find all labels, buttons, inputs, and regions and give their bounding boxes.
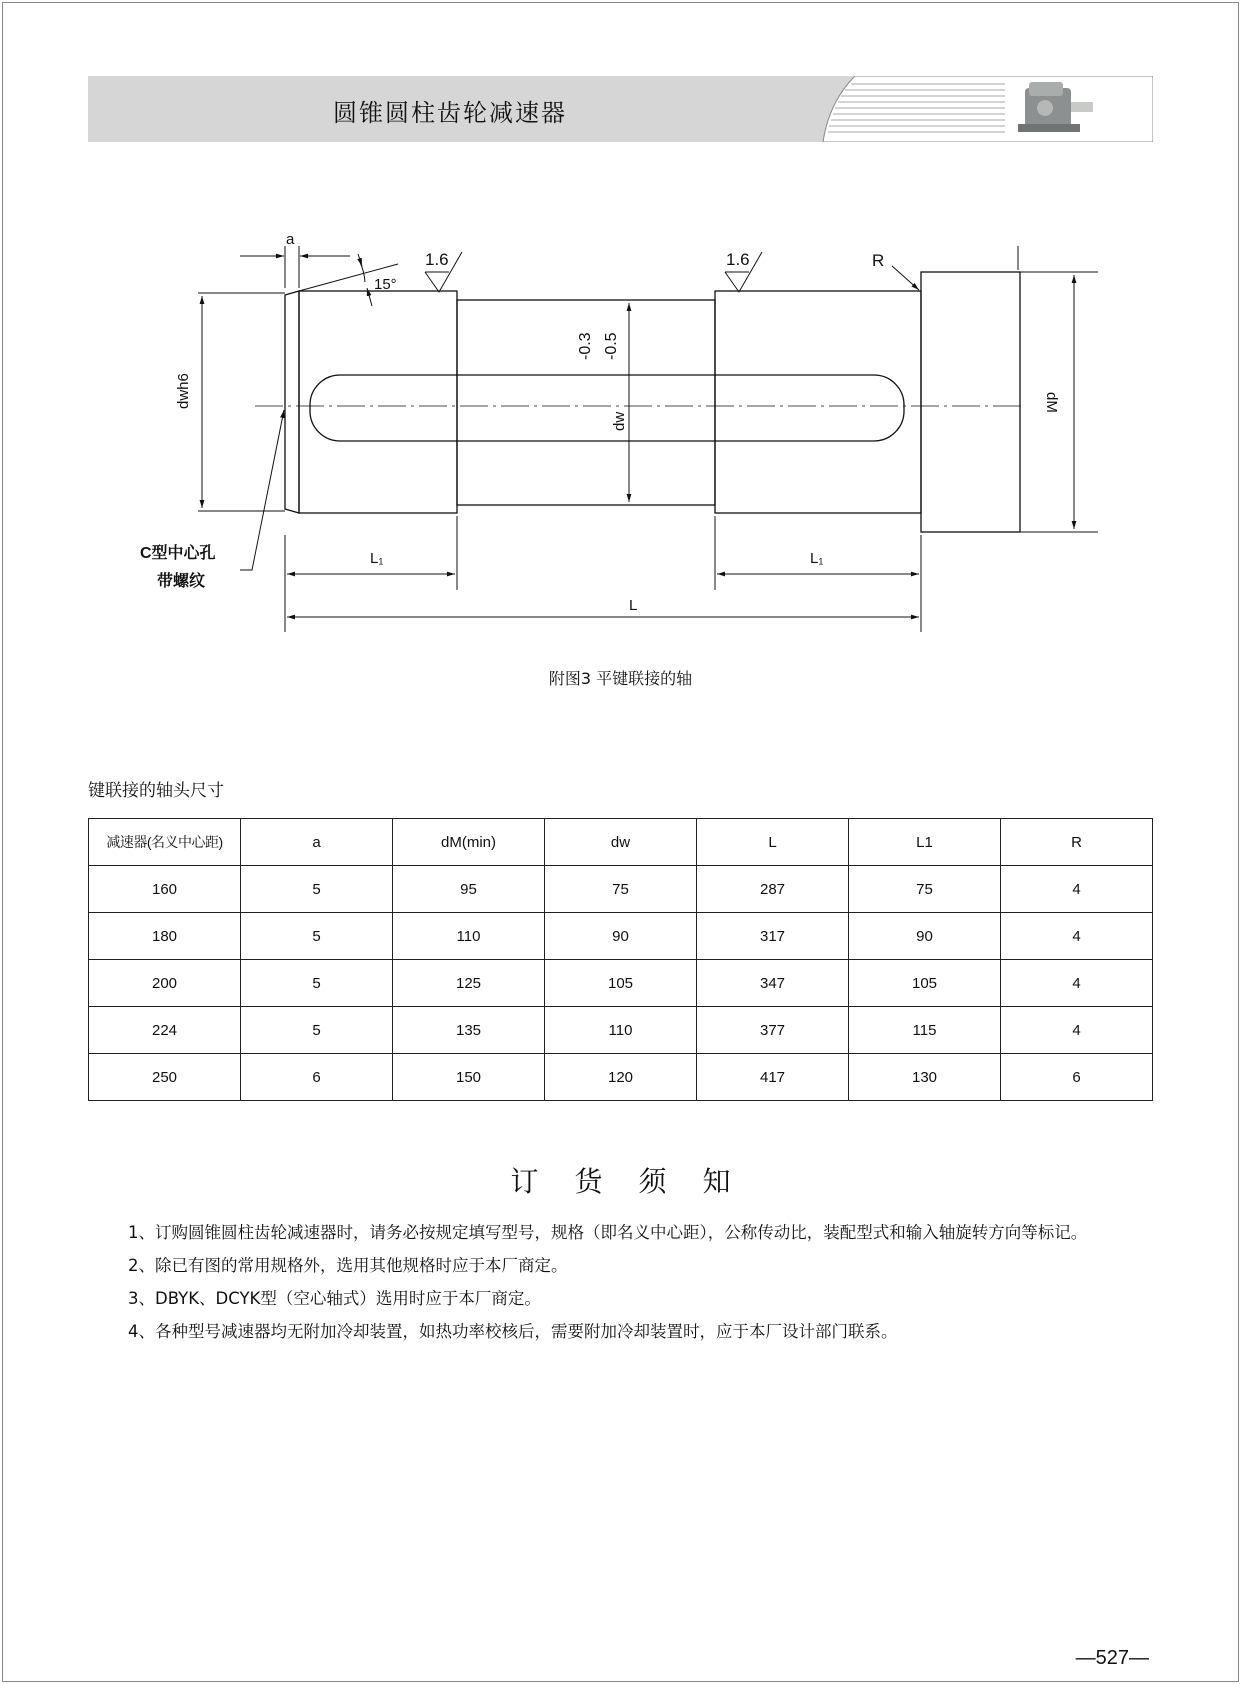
label-center-hole-thread: 带螺纹 — [157, 573, 206, 590]
table-cell: 160 — [89, 866, 241, 913]
label-roughness-right: 1.6 — [726, 250, 750, 269]
page-title: 圆锥圆柱齿轮减速器 — [333, 99, 567, 127]
table-cell: 90 — [545, 913, 697, 960]
header-dm-min: dM(min) — [393, 819, 545, 866]
notice-item-2: 2、除已有图的常用规格外，选用其他规格时应于本厂商定。 — [128, 1256, 568, 1275]
label-r: R — [872, 251, 885, 270]
label-l1-right: L₁ — [810, 550, 824, 567]
table-cell: 150 — [393, 1054, 545, 1101]
table-cell: 105 — [849, 960, 1001, 1007]
table-cell: 95 — [393, 866, 545, 913]
shaft-middle-section — [457, 300, 715, 505]
header-l1: L1 — [849, 819, 1001, 866]
shaft-left-section — [299, 291, 457, 513]
keyway — [310, 375, 904, 441]
table-cell: 110 — [393, 913, 545, 960]
label-a: a — [286, 231, 295, 248]
table-row — [89, 960, 1153, 1007]
table-cell: 377 — [697, 1007, 849, 1054]
table-cell: 135 — [393, 1007, 545, 1054]
table-cell: 224 — [89, 1007, 241, 1054]
notice-item-1: 1、订购圆锥圆柱齿轮减速器时，请务必按规定填写型号，规格（即名义中心距），公称传动比，装配型式和输入轴旋转方向等标记。 — [128, 1223, 1088, 1242]
figure-caption: 附图3 平键联接的轴 — [548, 669, 693, 688]
table-cell: 5 — [241, 913, 393, 960]
header-a: a — [241, 819, 393, 866]
dimensions-table — [88, 818, 1153, 1101]
table-cell: 4 — [1001, 1007, 1153, 1054]
table-header-row — [89, 819, 1153, 866]
table-cell: 317 — [697, 913, 849, 960]
page-number: —527— — [1075, 1647, 1149, 1669]
header-dw: dw — [545, 819, 697, 866]
shaft-collar — [921, 272, 1020, 532]
header-l: L — [697, 819, 849, 866]
table-cell: 90 — [849, 913, 1001, 960]
table-cell: 125 — [393, 960, 545, 1007]
table-cell: 180 — [89, 913, 241, 960]
table-row — [89, 913, 1153, 960]
notice-item-4: 4、各种型号减速器均无附加冷却装置，如热功率校核后，需要附加冷却装置时，应于本厂设计部门联系。 — [128, 1322, 898, 1341]
table-cell: 105 — [545, 960, 697, 1007]
label-tolerance-upper: -0.3 — [577, 332, 594, 360]
table-cell: 200 — [89, 960, 241, 1007]
table-cell: 5 — [241, 866, 393, 913]
label-dw: dw — [611, 411, 628, 431]
label-center-hole-type: C型中心孔 — [140, 545, 216, 562]
table-row — [89, 1007, 1153, 1054]
table-cell: 130 — [849, 1054, 1001, 1101]
header-r: R — [1001, 819, 1153, 866]
table-cell: 110 — [545, 1007, 697, 1054]
shaft-right-section — [715, 291, 921, 513]
label-tolerance-lower: -0.5 — [603, 332, 620, 360]
label-l1-left: L₁ — [370, 550, 384, 567]
notice-title: 订货须知 — [510, 1165, 767, 1198]
table-cell: 5 — [241, 1007, 393, 1054]
table-cell: 115 — [849, 1007, 1001, 1054]
table-cell: 75 — [545, 866, 697, 913]
notice-item-3: 3、DBYK、DCYK型（空心轴式）选用时应于本厂商定。 — [128, 1289, 541, 1308]
label-l: L — [629, 597, 638, 614]
table-cell: 287 — [697, 866, 849, 913]
table-cell: 347 — [697, 960, 849, 1007]
table-cell: 250 — [89, 1054, 241, 1101]
table-cell: 120 — [545, 1054, 697, 1101]
table-cell: 6 — [241, 1054, 393, 1101]
table-row — [89, 866, 1153, 913]
shaft-left-end — [285, 291, 299, 513]
table-cell: 4 — [1001, 913, 1153, 960]
table-cell: 5 — [241, 960, 393, 1007]
label-angle: 15° — [374, 276, 397, 293]
table-cell: 6 — [1001, 1054, 1153, 1101]
table-cell: 4 — [1001, 960, 1153, 1007]
notice-body — [88, 1216, 1153, 1348]
label-dm: dM — [1043, 392, 1060, 413]
table-heading: 键联接的轴头尺寸 — [88, 781, 224, 801]
table-cell: 75 — [849, 866, 1001, 913]
label-roughness-left: 1.6 — [425, 250, 449, 269]
label-dwh6: dwh6 — [175, 373, 192, 409]
table-cell: 4 — [1001, 866, 1153, 913]
table-cell: 417 — [697, 1054, 849, 1101]
shaft-drawing — [0, 0, 1241, 700]
table-row — [89, 1054, 1153, 1101]
header-reducer-size: 减速器(名义中心距) — [89, 819, 241, 866]
